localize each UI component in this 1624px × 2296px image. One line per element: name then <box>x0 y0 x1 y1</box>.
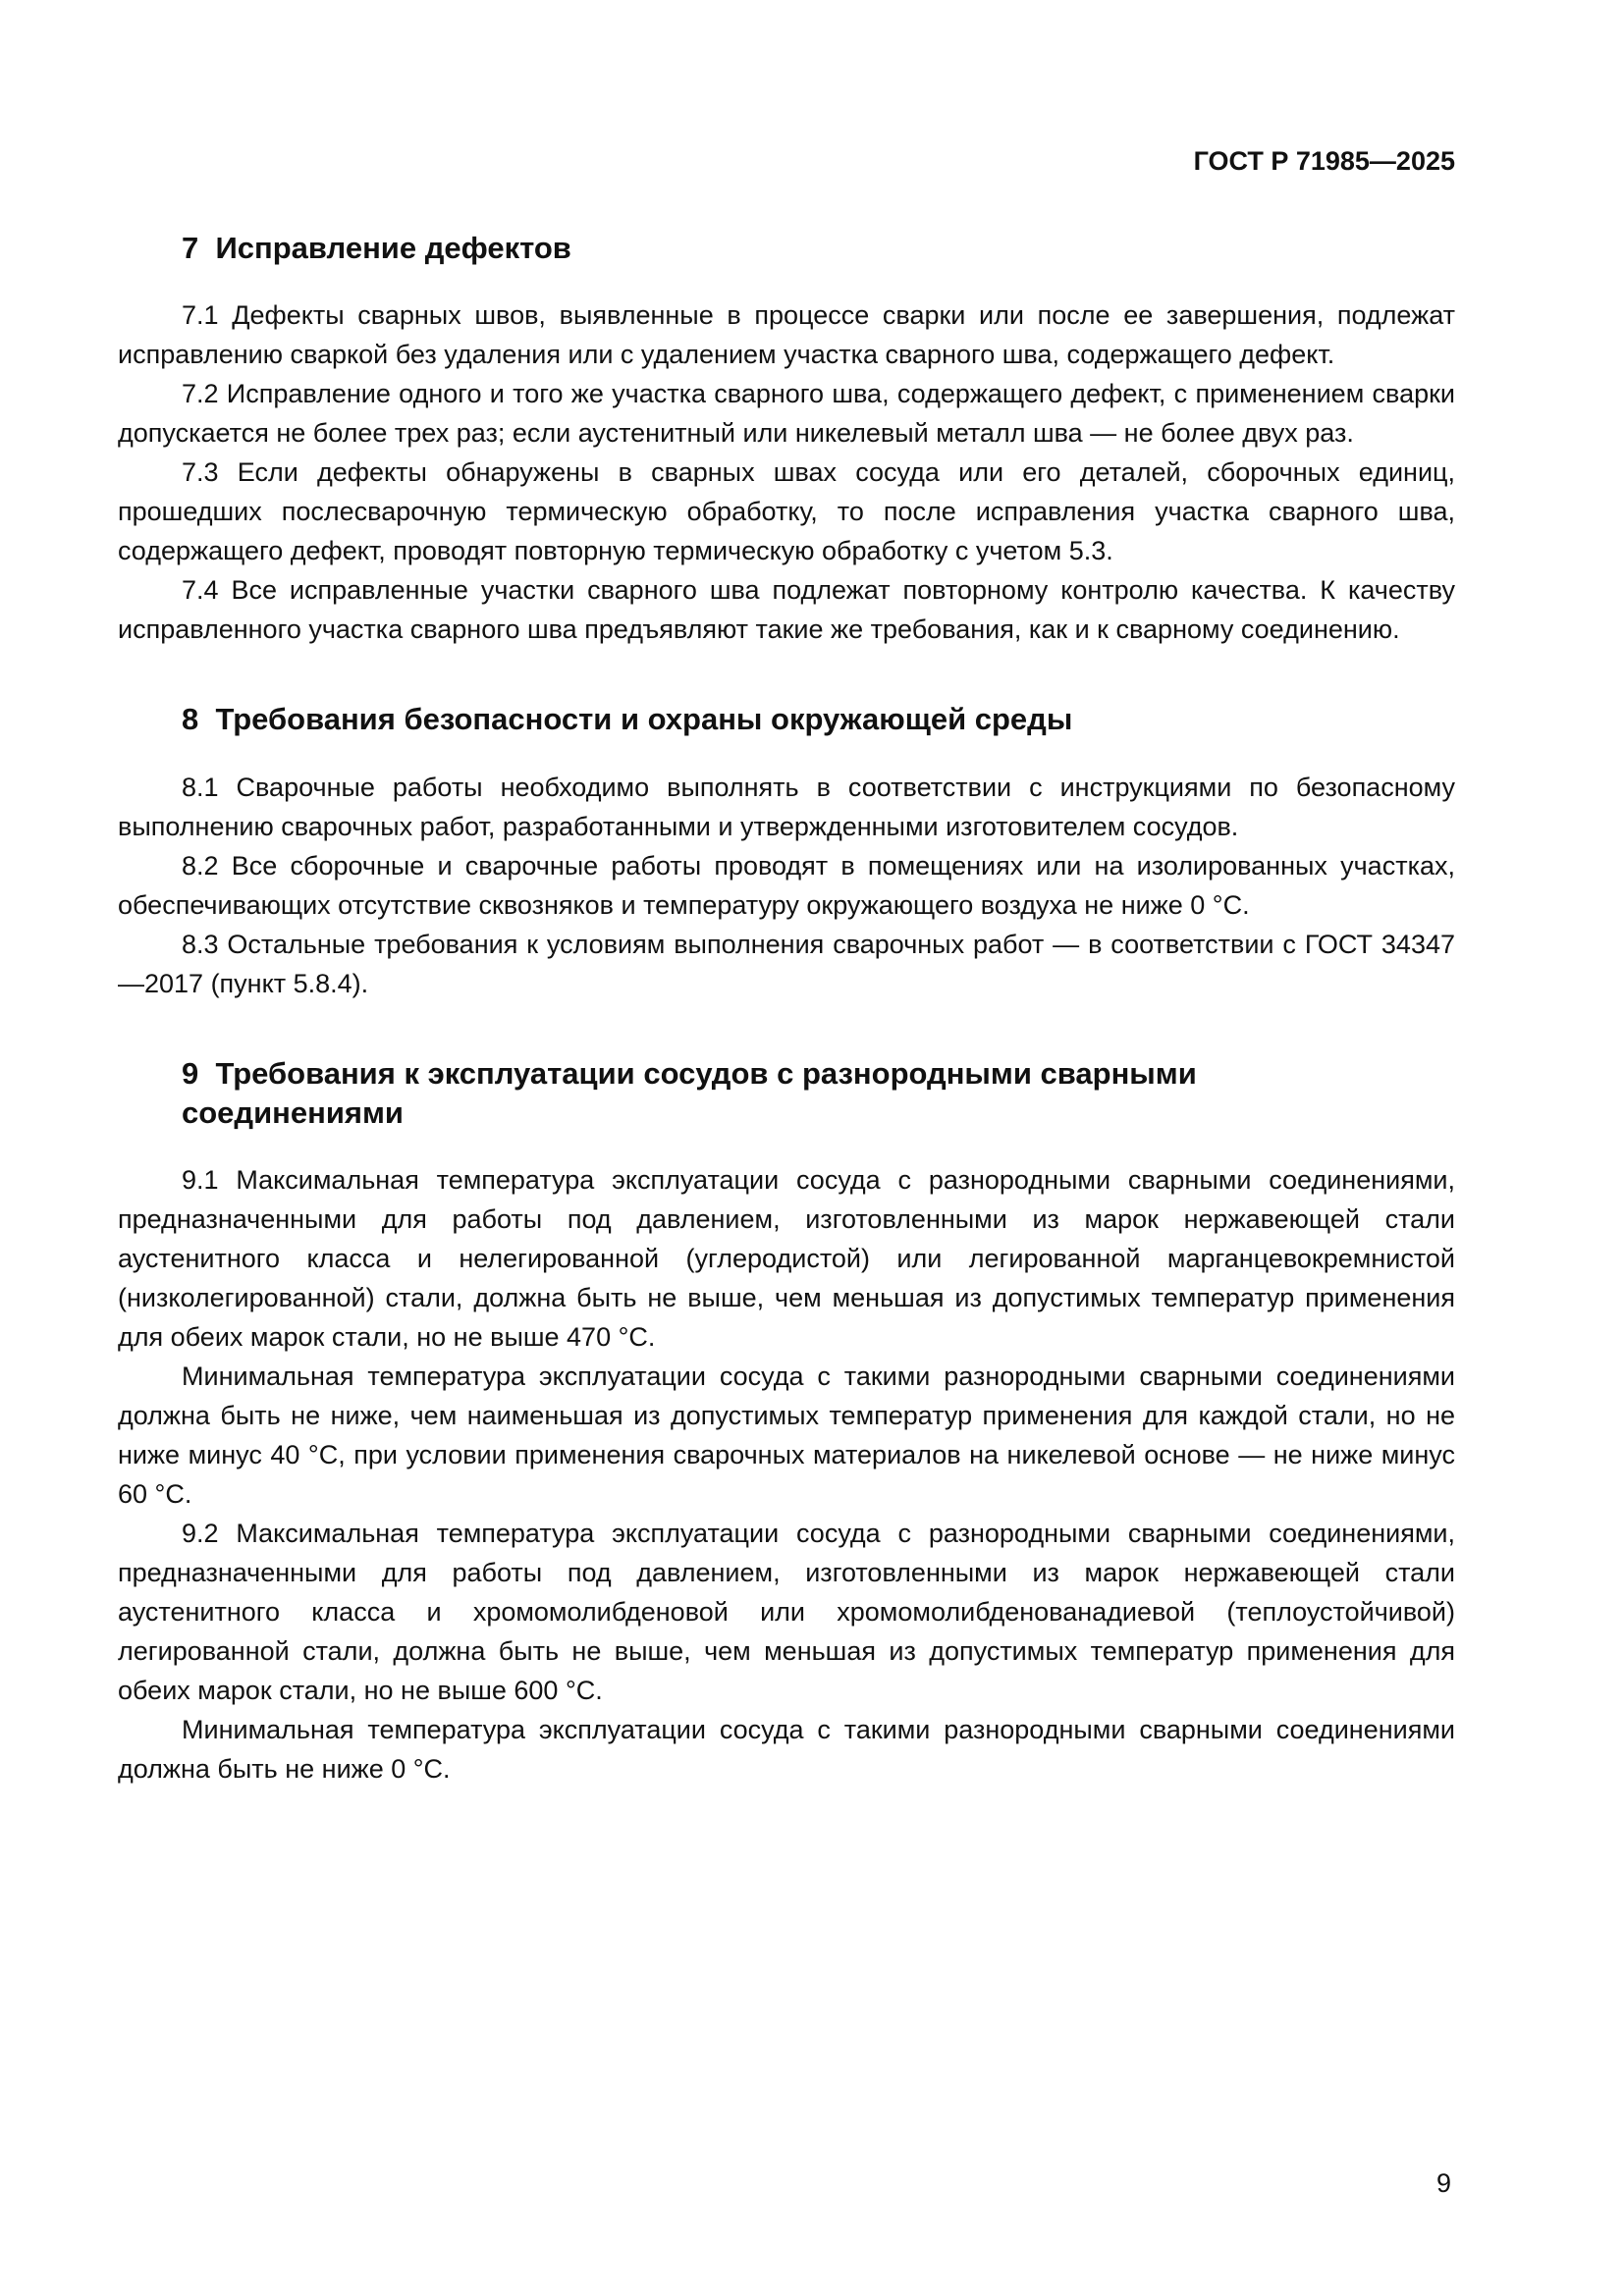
paragraph-9-2-min-temp: Минимальная температура эксплуатации сосуда с такими разнородными сварными соединениями должна быть не ниже 0 °С. <box>118 1715 1455 1785</box>
paragraph-8-1: 8.1 Сварочные работы необходимо выполнять в соответствии с инструкциями по безопасному выполнению сварочных работ, разработанными и утвержденными изготовителем сосудов. <box>118 772 1455 841</box>
section-9-heading-line-2: соединениями <box>182 1095 404 1130</box>
paragraph-7-2: 7.2 Исправление одного и того же участка сварного шва, содержащего дефект, с применением сварки допускается не более трех раз; если аустенитный или никелевый металл шва — не более двух раз. <box>118 379 1455 449</box>
paragraph-9-1-min-temp: Минимальная температура эксплуатации сосуда с такими разнородными сварными соединениями должна быть не ниже, чем наименьшая из допустимых температур применения для каждой стали, но не ниже минус 40 °С, при условии применения сварочных материалов на никелевой основе — не ниже минус 60 °С. <box>118 1362 1455 1510</box>
section-8-heading-line: 8 Требования безопасности и охраны окружающей среды <box>182 702 1073 737</box>
paragraph-7-1: 7.1 Дефекты сварных швов, выявленные в процессе сварки или после ее завершения, подлежат исправлению сваркой без удаления или с удалением участка сварного шва, содержащего дефект. <box>118 300 1455 370</box>
section-7-heading-line: 7 Исправление дефектов <box>182 231 571 265</box>
section-9-heading <box>118 1054 1455 1134</box>
paragraph-8-3: 8.3 Остальные требования к условиям выполнения сварочных работ — в соответствии с ГОСТ 34347—2017 (пункт 5.8.4). <box>118 929 1455 998</box>
paragraph-7-3: 7.3 Если дефекты обнаружены в сварных швах сосуда или его деталей, сборочных единиц, прошедших послесварочную термическую обработку, то после исправления участка сварного шва, содержащего дефект, проводят повторную термическую обработку с учетом 5.3. <box>118 457 1455 566</box>
page-number: 9 <box>1435 2168 1451 2198</box>
standard-designation: ГОСТ Р 71985—2025 <box>1193 146 1455 176</box>
paragraph-7-4: 7.4 Все исправленные участки сварного шва подлежат повторному контролю качества. К качеству исправленного участка сварного шва предъявляют такие же требования, как и к сварному соединению. <box>118 575 1455 645</box>
paragraph-9-2: 9.2 Максимальная температура эксплуатации сосуда с разнородными сварными соединениями, предназначенными для работы под давлением, изготовленными из марок нержавеющей стали аустенитного класса и хромомолибденовой или хромомолибденованадиевой (теплоустойчивой) легированной стали, должна быть не выше, чем меньшая из допустимых температур применения для обеих марок стали, но не выше 600 °С. <box>118 1519 1455 1706</box>
paragraph-9-1: 9.1 Максимальная температура эксплуатации сосуда с разнородными сварными соединениями, предназначенными для работы под давлением, изготовленными из марок нержавеющей стали аустенитного класса и нелегированной (углеродистой) или легированной марганцевокремнистой (низколегированной) стали, должна быть не выше, чем меньшая из допустимых температур применения для обеих марок стали, но не выше 470 °С. <box>118 1165 1455 1353</box>
section-7-heading <box>118 229 1455 268</box>
paragraph-8-2: 8.2 Все сборочные и сварочные работы проводят в помещениях или на изолированных участках, обеспечивающих отсутствие сквозняков и температуру окружающего воздуха не ниже 0 °С. <box>118 850 1455 920</box>
section-9-heading-line-1: 9 Требования к эксплуатации сосудов с разнородными сварными <box>182 1055 1197 1091</box>
section-8-heading <box>118 700 1455 739</box>
